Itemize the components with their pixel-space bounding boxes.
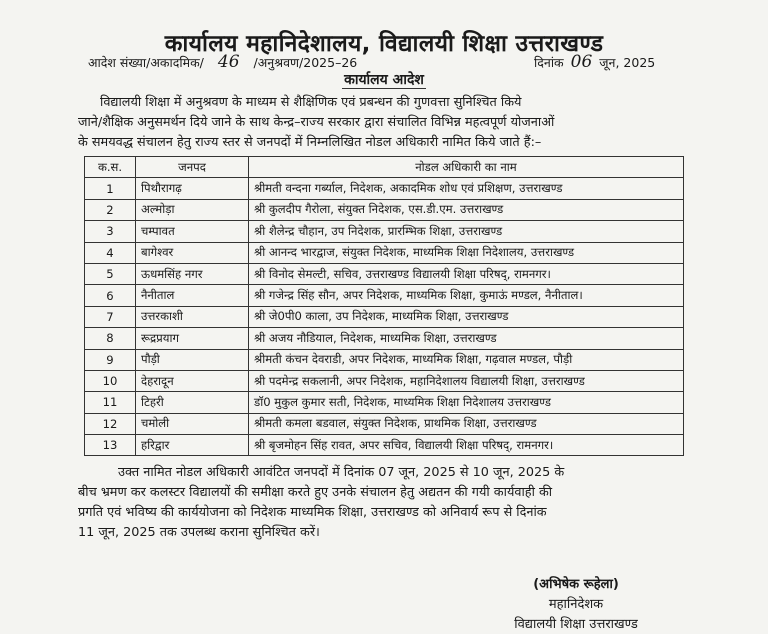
date-day: 06 [570,52,593,72]
intro-line: के समयवद्ध संचालन हेतु राज्य स्तर से जनपदों में निम्नलिखित नोडल अधिकारी नामित किये जाते हैं:– [78,135,542,150]
closing-line: बीच भ्रमण कर कलस्टर विद्यालयों की समीक्षा करते हुए उनके संचालन हेतु अद्यतन की गयी कार्यवाही की [78,485,553,500]
order-suffix: /अनुश्रवण/2025–26 [253,55,358,70]
row-officer: श्री पदमेन्द्र सकलानी, अपर निदेशक, महानिदेशालय विद्यालयी शिक्षा, उत्तराखण्ड [249,370,684,391]
table-row [85,370,684,391]
document-title: कार्यालय महानिदेशालय, विद्यालयी शिक्षा उत्तराखण्ड [164,31,604,57]
date-month-year: जून, 2025 [599,55,656,70]
row-district: चम्पावत [136,221,249,242]
row-officer: श्री जे0पी0 काला, उप निदेशक, माध्यमिक शिक्षा, उत्तराखण्ड [249,306,684,327]
row-officer: श्री शैलेन्द्र चौहान, उप निदेशक, प्रारम्भिक शिक्षा, उत्तराखण्ड [249,221,684,242]
row-sno: 6 [85,285,136,306]
intro-line: जाने/शैक्षिक अनुसमर्थन दिये जाने के साथ केन्द्र–राज्य सरकार द्वारा संचालित विभिन्न महत्वपूर्ण योजनाओं [78,115,555,130]
intro-line: विद्यालयी शिक्षा में अनुश्रवण के माध्यम से शैक्षिणिक एवं प्रबन्धन की गुणवत्ता सुनिश्चित किये [100,95,522,110]
order-number: 46 [217,52,240,72]
row-officer: श्री अजय नौडियाल, निदेशक, माध्यमिक शिक्षा, उत्तराखण्ड [249,328,684,349]
table-row [85,263,684,284]
table-row [85,285,684,306]
order-number-line [88,52,357,72]
row-district: देहरादून [136,370,249,391]
table-row [85,328,684,349]
row-district: चमोली [136,413,249,434]
table-header-row [85,157,684,178]
row-officer: श्री आनन्द भारद्वाज, संयुक्त निदेशक, माध्यमिक शिक्षा निदेशालय, उत्तराखण्ड [249,242,684,263]
column-header-officer: नोडल अधिकारी का नाम [249,157,684,178]
row-sno: 11 [85,392,136,413]
intro-paragraph [78,93,690,153]
row-district: पिथौरागढ़ [136,178,249,199]
row-officer: श्रीमती कंचन देवराडी, अपर निदेशक, माध्यमिक शिक्षा, गढ़वाल मण्डल, पौड़ी [249,349,684,370]
row-sno: 3 [85,221,136,242]
row-sno: 1 [85,178,136,199]
column-header-sno: क.स. [85,157,136,178]
row-sno: 7 [85,306,136,327]
row-officer: श्री विनोद सेमल्टी, सचिव, उत्तराखण्ड विद्यालयी शिक्षा परिषद्, रामनगर। [249,263,684,284]
row-sno: 4 [85,242,136,263]
column-header-district: जनपद [136,157,249,178]
row-district: हरिद्वार [136,435,249,456]
row-officer: श्री गजेन्द्र सिंह सौन, अपर निदेशक, माध्यमिक शिक्षा, कुमाऊं मण्डल, नैनीताल। [249,285,684,306]
closing-paragraph [78,463,690,543]
order-prefix: आदेश संख्या/अकादमिक/ [88,55,204,70]
row-district: ऊधमसिंह नगर [136,263,249,284]
table-row [85,242,684,263]
row-district: नैनीताल [136,285,249,306]
row-district: बागेश्वर [136,242,249,263]
row-sno: 5 [85,263,136,284]
date-label: दिनांक [534,55,564,70]
table-row [85,178,684,199]
signatory-name: (अभिषेक रूहेला) [533,577,619,592]
signatory-department: विद्यालयी शिक्षा उत्तराखण्ड [514,617,638,632]
signatory-designation: महानिदेशक [548,597,604,612]
row-officer: डॉ0 मुकुल कुमार सती, निदेशक, माध्यमिक शिक्षा निदेशालय उत्तराखण्ड [249,392,684,413]
row-district: पौड़ी [136,349,249,370]
order-date [534,52,655,72]
nodal-officers-table [84,156,684,456]
table-row [85,221,684,242]
row-district: रूद्रप्रयाग [136,328,249,349]
row-officer: श्री बृजमोहन सिंह रावत, अपर सचिव, विद्यालयी शिक्षा परिषद्, रामनगर। [249,435,684,456]
row-sno: 10 [85,370,136,391]
table-row [85,349,684,370]
row-sno: 8 [85,328,136,349]
table-row [85,199,684,220]
table-row [85,435,684,456]
closing-line: प्रगति एवं भविष्य की कार्ययोजना को निदेशक माध्यमिक शिक्षा, उत्तराखण्ड को अनिवार्य रूप से दिनांक [78,505,547,520]
row-district: उत्तरकाशी [136,306,249,327]
row-district: अल्मोड़ा [136,199,249,220]
order-subtitle: कार्यालय आदेश [344,72,424,88]
row-officer: श्रीमती वन्दना गर्ब्याल, निदेशक, अकादमिक शोध एवं प्रशिक्षण, उत्तराखण्ड [249,178,684,199]
row-district: टिहरी [136,392,249,413]
table-row [85,392,684,413]
closing-line: 11 जून, 2025 तक उपलब्ध कराना सुनिश्चित करें। [78,525,320,540]
row-sno: 9 [85,349,136,370]
row-sno: 12 [85,413,136,434]
row-sno: 2 [85,199,136,220]
table-row [85,306,684,327]
row-officer: श्री कुलदीप गैरोला, संयुक्त निदेशक, एस.डी.एम. उत्तराखण्ड [249,199,684,220]
table-row [85,413,684,434]
closing-line: उक्त नामित नोडल अधिकारी आवंटित जनपदों में दिनांक 07 जून, 2025 से 10 जून, 2025 के [118,465,565,480]
row-sno: 13 [85,435,136,456]
row-officer: श्रीमती कमला बडवाल, संयुक्त निदेशक, प्राथमिक शिक्षा, उत्तराखण्ड [249,413,684,434]
